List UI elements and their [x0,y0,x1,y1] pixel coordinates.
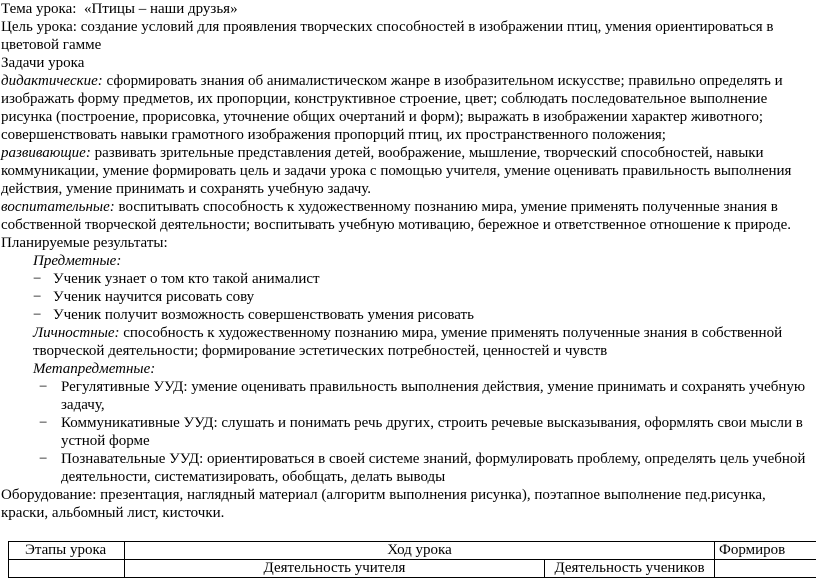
table-subheader-row [9,560,816,578]
equipment [1,486,816,522]
meta-result-item [1,414,816,450]
lesson-goal [1,18,816,54]
meta-result-text: Регулятивные УУД: умение оценивать правильность выполнения действия, умение принимать и сохранять учебную задачу, [61,379,806,413]
lesson-stages-table [8,541,816,578]
lesson-topic [1,0,816,18]
tasks-heading: Задачи урока [1,55,85,71]
table-header-row [9,542,816,560]
dash-bullet: − [33,289,42,305]
subject-result-text: Ученик получит возможность совершенствовать умения рисовать [53,307,474,323]
lesson-goal-label: Цель урока: [1,19,77,35]
dash-bullet: − [33,307,42,323]
dash-bullet: − [33,271,42,287]
equipment-label: Оборудование: [1,487,97,503]
results-subject-label: Предметные: [33,253,122,269]
equipment-text: презентация, наглядный материал (алгоритм выполнения рисунка), поэтапное выполнение пед.рисунка, краски, альбомный лист, кисточки. [1,487,766,521]
subheader-empty-right [715,560,816,578]
dash-bullet: − [39,415,48,431]
dash-bullet: − [39,451,48,467]
lesson-plan-document [1,0,816,522]
lesson-topic-label: Тема урока: [1,1,77,17]
subheader-teacher: Деятельность учителя [125,560,545,578]
header-course: Ход урока [125,542,715,560]
task-developing-text: развивать зрительные представления детей, воображение, мышление, творческий способностей, навыки коммуникации, умение формировать цель и задачи урока с помощью учителя, умение оценивать правильность выполнения действия, умение принимать и сохранять учебную задачу. [1,145,792,197]
task-developing-label: развивающие: [1,145,91,161]
task-educational-text: воспитывать способность к художественному познанию мира, умение применять полученные знания в собственной творческой деятельности; воспитывать учебную мотивацию, бережное и ответственное отношение к природе. [1,199,791,233]
task-developing [1,144,816,198]
meta-result-text: Коммуникативные УУД: слушать и понимать речь других, строить речевые высказывания, оформлять свои мысли в устной форме [61,415,803,449]
results-personal-text: способность к художественному познанию мира, умение применять полученные знания в собственной творческой деятельности; формирование эстетических потребностей, ценностей и чувств [33,325,783,359]
lesson-topic-value: «Птицы – наши друзья» [83,1,238,17]
subheader-empty [9,560,125,578]
dash-bullet: − [39,379,48,395]
subject-result-item [1,306,816,324]
lesson-goal-text: создание условий для проявления творческих способностей в изображении птиц, умения ориентироваться в цветовой гамме [1,19,774,53]
task-educational [1,198,816,234]
task-educational-label: воспитательные: [1,199,115,215]
results-meta-label: Метапредметные: [33,361,156,377]
task-didactic [1,72,816,144]
header-stages: Этапы урока [9,542,125,560]
results-heading: Планируемые результаты: [1,235,168,251]
subject-result-item [1,270,816,288]
subject-result-text: Ученик научится рисовать сову [53,289,255,305]
task-didactic-label: дидактические: [1,73,103,89]
meta-result-item [1,450,816,486]
task-didactic-text: сформировать знания об анималистическом жанре в изобразительном искусстве; правильно определять и изображать форму предметов, их пропорции, конструктивное строение, цвет; соблюдать последовательное выполнение рисунка (построение, прорисовка, уточнение общих очертаний и форм); выражать в изображении характер животного; совершенствовать навыки грамотного изображения пропорций птиц, их пространственного положения; [1,73,783,143]
subject-result-text: Ученик узнает о том кто такой анималист [53,271,320,287]
subject-result-item [1,288,816,306]
results-personal [1,324,816,360]
results-personal-label: Личностные: [33,325,120,341]
meta-result-text: Познавательные УУД: ориентироваться в своей системе знаний, формулировать проблему, определять цель учебной деятельности, систематизировать, обобщать, делать выводы [61,451,806,485]
meta-result-item [1,378,816,414]
subheader-students: Деятельность учеников [545,560,715,578]
header-forming: Формиров [715,542,816,560]
